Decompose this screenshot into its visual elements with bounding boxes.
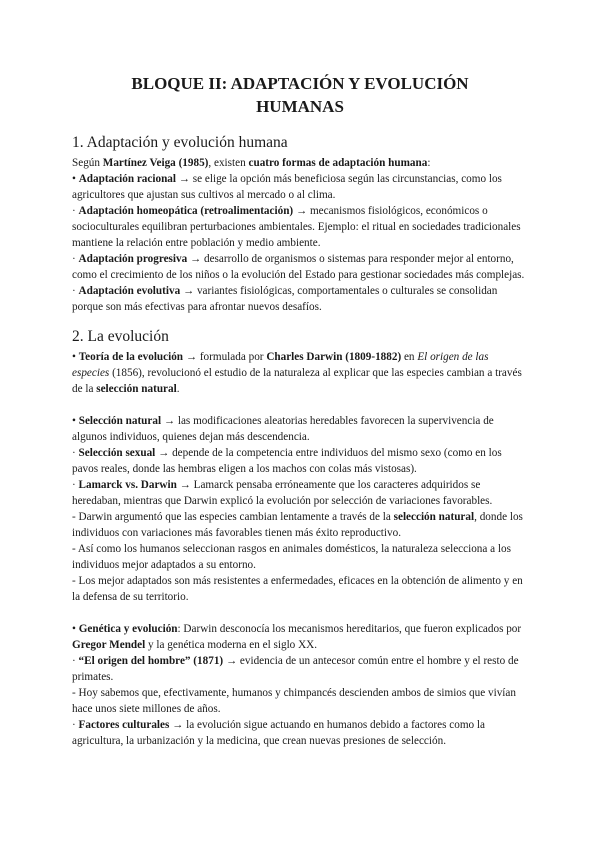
domestic-selection-line: - Así como los humanos seleccionan rasgos en animales domésticos, la naturaleza selecciona a los individuos mejor adaptados a su entorno.	[72, 543, 511, 571]
seleccion-sexual-item: · Selección sexual → depende de la competencia entre individuos del mismo sexo (como en los pavos reales, donde las hembras eligen a los machos con colas más vistosas).	[72, 447, 502, 475]
best-adapted-line: - Los mejor adaptados son más resistentes a enfermedades, eficaces en la obtención de alimento y en la defensa de su territorio.	[72, 575, 523, 603]
section-2-heading: 2. La evolución	[72, 328, 169, 345]
factores-culturales-item: · Factores culturales → la evolución sigue actuando en humanos debido a factores como la agricultura, la urbanización y la medicina, que crean nuevas presiones de selección.	[72, 719, 485, 747]
lamarck-darwin-item: · Lamarck vs. Darwin → Lamarck pensaba erróneamente que los caracteres adquiridos se heredaban, mientras que Darwin explicó la evolución por selección de variaciones favorables.	[72, 479, 493, 507]
adaptation-item-progresiva: · Adaptación progresiva → desarrollo de organismos o sistemas para responder mejor al entorno, como el crecimiento de los niños o la evolución del Estado para gestionar sociedades más complejas.	[72, 253, 525, 281]
genetica-item: • Genética y evolución: Darwin desconocía los mecanismos hereditarios, que fueron explicados por Gregor Mendel y la genética moderna en el siglo XX.	[72, 623, 522, 651]
adaptation-item-evolutiva: · Adaptación evolutiva → variantes fisiológicas, comportamentales o culturales se consolidan porque son más efectivas para afrontar nuevos desafíos.	[72, 285, 498, 313]
title-line-2: HUMANAS	[256, 97, 344, 116]
title-line-1: BLOQUE II: ADAPTACIÓN Y EVOLUCIÓN	[131, 74, 469, 93]
section-1-heading: 1. Adaptación y evolución humana	[72, 134, 288, 151]
darwin-argument-line: - Darwin argumentó que las especies cambian lentamente a través de la selección natural, donde los individuos con variaciones más favorables tienen más éxito reproductivo.	[72, 511, 523, 539]
paragraph-gap	[72, 397, 528, 413]
section-1-intro: Según Martínez Veiga (1985), existen cuatro formas de adaptación humana:	[72, 157, 431, 169]
theory-paragraph: • Teoría de la evolución → formulada por Charles Darwin (1809-1882) en El origen de las especies (1856), revolucionó el estudio de la naturaleza al explicar que las especies cambian a través de la selección natural.	[72, 351, 522, 395]
chimpancés-line: - Hoy sabemos que, efectivamente, humanos y chimpancés descienden ambos de simios que vivían hace unos siete millones de años.	[72, 687, 516, 715]
paragraph-gap	[72, 605, 528, 621]
adaptation-item-homeopatica: · Adaptación homeopática (retroalimentación) → mecanismos fisiológicos, económicos o socioculturales equilibran perturbaciones ambientales. Ejemplo: el ritual en sociedades tradicionales mantiene la relación entre población y medio ambiente.	[72, 205, 521, 249]
seleccion-natural-item: • Selección natural → las modificaciones aleatorias heredables favorecen la supervivencia de algunos individuos, quienes dejan más descendencia.	[72, 415, 494, 443]
adaptation-item-racional: • Adaptación racional → se elige la opción más beneficiosa según las circunstancias, como los agricultores que ajustan sus cultivos al mercado o al clima.	[72, 173, 502, 201]
document-title	[72, 72, 528, 118]
origen-hombre-item: · “El origen del hombre” (1871) → evidencia de un antecesor común entre el hombre y el resto de primates.	[72, 655, 519, 683]
